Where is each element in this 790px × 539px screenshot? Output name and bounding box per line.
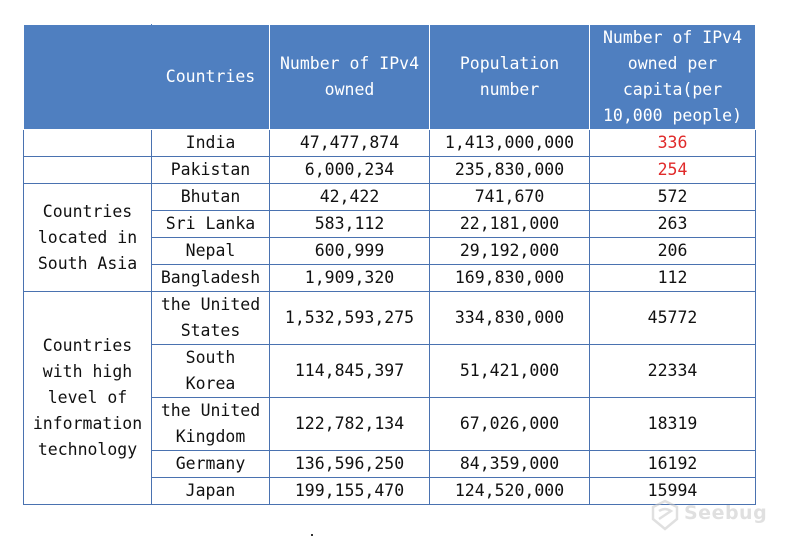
country-cell: South Korea	[152, 345, 270, 398]
population-cell: 235,830,000	[430, 157, 590, 184]
population-cell: 124,520,000	[430, 478, 590, 505]
ipv4-cell: 6,000,234	[270, 157, 430, 184]
group-cell-empty	[24, 130, 152, 157]
seebug-logo-icon	[648, 498, 682, 532]
group-label-south-asia: Countries located in South Asia	[24, 184, 152, 292]
population-cell: 741,670	[430, 184, 590, 211]
country-cell: the United Kingdom	[152, 398, 270, 451]
ipv4-cell: 114,845,397	[270, 345, 430, 398]
per-capita-cell: 263	[590, 211, 756, 238]
population-cell: 51,421,000	[430, 345, 590, 398]
per-capita-cell: 45772	[590, 292, 756, 345]
per-capita-cell: 18319	[590, 398, 756, 451]
per-capita-cell: 16192	[590, 451, 756, 478]
ipv4-cell: 583,112	[270, 211, 430, 238]
table-row	[24, 292, 756, 345]
ipv4-cell: 122,782,134	[270, 398, 430, 451]
per-capita-cell: 206	[590, 238, 756, 265]
per-capita-cell: 15994	[590, 478, 756, 505]
group-cell-empty	[24, 157, 152, 184]
population-cell: 22,181,000	[430, 211, 590, 238]
ipv4-cell: 136,596,250	[270, 451, 430, 478]
country-cell: Japan	[152, 478, 270, 505]
country-cell: Bhutan	[152, 184, 270, 211]
ipv4-table	[23, 24, 756, 505]
header-row	[24, 25, 756, 130]
country-cell: Bangladesh	[152, 265, 270, 292]
population-cell: 84,359,000	[430, 451, 590, 478]
country-cell: India	[152, 130, 270, 157]
table-row	[24, 130, 756, 157]
watermark-text: Seebug	[684, 502, 768, 524]
ipv4-cell: 1,909,320	[270, 265, 430, 292]
group-label-high-it: Countries with high level of information technology	[24, 292, 152, 505]
population-cell: 334,830,000	[430, 292, 590, 345]
seebug-watermark	[648, 497, 768, 533]
per-capita-cell: 112	[590, 265, 756, 292]
population-cell: 29,192,000	[430, 238, 590, 265]
header-corner	[24, 25, 152, 130]
country-cell: Pakistan	[152, 157, 270, 184]
ipv4-cell: 199,155,470	[270, 478, 430, 505]
ipv4-cell: 600,999	[270, 238, 430, 265]
population-cell: 67,026,000	[430, 398, 590, 451]
table-row	[24, 157, 756, 184]
per-capita-cell: 254	[590, 157, 756, 184]
header-population: Population number	[430, 25, 590, 130]
per-capita-cell: 22334	[590, 345, 756, 398]
stray-dot	[311, 534, 313, 536]
ipv4-cell: 47,477,874	[270, 130, 430, 157]
country-cell: Germany	[152, 451, 270, 478]
population-cell: 1,413,000,000	[430, 130, 590, 157]
country-cell: Sri Lanka	[152, 211, 270, 238]
country-cell: Nepal	[152, 238, 270, 265]
country-cell: the United States	[152, 292, 270, 345]
ipv4-cell: 42,422	[270, 184, 430, 211]
ipv4-cell: 1,532,593,275	[270, 292, 430, 345]
header-countries: Countries	[152, 25, 270, 130]
header-per-capita: Number of IPv4 owned per capita(per 10,000 people)	[590, 25, 756, 130]
table-row	[24, 184, 756, 211]
per-capita-cell: 336	[590, 130, 756, 157]
population-cell: 169,830,000	[430, 265, 590, 292]
per-capita-cell: 572	[590, 184, 756, 211]
header-ipv4-owned: Number of IPv4 owned	[270, 25, 430, 130]
